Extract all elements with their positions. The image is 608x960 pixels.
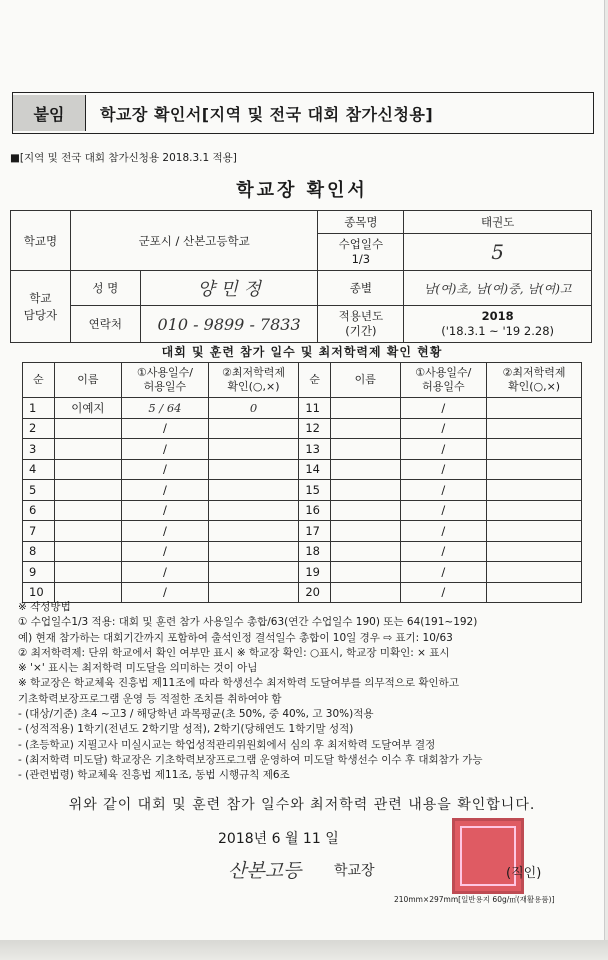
row-check: 0 xyxy=(208,398,299,419)
official-seal xyxy=(452,818,524,894)
seal-label: (직인) xyxy=(506,866,542,881)
row-check xyxy=(208,562,299,583)
row-days: / xyxy=(400,541,486,562)
row-name xyxy=(330,500,400,521)
row-days: / xyxy=(400,459,486,480)
col-name: 이름 xyxy=(54,363,122,398)
note-line: ① 수업일수1/3 적용: 대회 및 훈련 참가 사용일수 총합/63(연간 수업일수 190) 또는 64(191~192) xyxy=(18,616,478,629)
row-days: / xyxy=(400,439,486,460)
row-check xyxy=(208,521,299,542)
note-line: 예) 현재 참가하는 대회기간까지 포함하여 출석인정 결석일수 총합이 10일 경우 ⇨ 표기: 10/63 xyxy=(18,631,453,644)
row-no: 5 xyxy=(23,480,55,501)
row-days: / xyxy=(122,562,208,583)
row-days: / xyxy=(400,562,486,583)
row-check xyxy=(487,500,582,521)
row-name xyxy=(330,480,400,501)
row-no: 12 xyxy=(299,418,331,439)
row-no: 16 xyxy=(299,500,331,521)
row-name: 이예지 xyxy=(54,398,122,419)
row-no: 10 xyxy=(23,582,55,603)
row-no: 18 xyxy=(299,541,331,562)
row-no: 19 xyxy=(299,562,331,583)
document-title: 학교장 확인서 xyxy=(236,180,368,201)
row-days: / xyxy=(400,521,486,542)
row-days: / xyxy=(400,398,486,419)
table-row xyxy=(23,521,582,542)
row-days: / xyxy=(122,541,208,562)
row-days: / xyxy=(122,582,208,603)
year-label: 적용년도 (기간) xyxy=(318,306,404,343)
row-no: 4 xyxy=(23,459,55,480)
category-value: 남(여)초, 남(여)중, 남(여)고 xyxy=(404,271,592,306)
name-label: 성 명 xyxy=(70,271,140,306)
info-table xyxy=(10,210,592,343)
row-no: 13 xyxy=(299,439,331,460)
confirm-statement: 위와 같이 대회 및 훈련 참가 일수와 최저학력 관련 내용을 확인합니다. xyxy=(68,797,536,813)
row-name xyxy=(330,541,400,562)
confirm-date: 2018년 6 월 11 일 xyxy=(218,831,339,847)
header-title: 학교장 확인서[지역 및 전국 대회 참가신청용] xyxy=(100,104,434,124)
page-shadow xyxy=(0,940,608,960)
table-row xyxy=(23,500,582,521)
contact-label: 연락처 xyxy=(70,306,140,343)
table-row xyxy=(23,418,582,439)
section-title: 대회 및 훈련 참가 일수 및 최저학력제 확인 현황 xyxy=(161,345,443,359)
col-no: 순 xyxy=(299,363,331,398)
row-check xyxy=(487,398,582,419)
row-days: / xyxy=(122,439,208,460)
row-check xyxy=(208,500,299,521)
participation-table xyxy=(22,362,582,603)
principal-label: 학교장 xyxy=(334,863,375,879)
school-signature: 산본고등 xyxy=(228,860,302,882)
col-check: ②최저학력제 확인(○,×) xyxy=(208,363,299,398)
note-line: - (최저학력 미도달) 학교장은 기초학력보장프로그램 운영하여 미도달 학생선수 이수 후 대회참가 가능 xyxy=(18,753,483,766)
row-days: / xyxy=(400,418,486,439)
row-check xyxy=(208,480,299,501)
row-name xyxy=(54,500,122,521)
event-label: 종목명 xyxy=(318,211,404,234)
row-days: / xyxy=(122,480,208,501)
school-value: 군포시 / 산본고등학교 xyxy=(70,211,318,271)
row-no: 7 xyxy=(23,521,55,542)
col-days: ①사용일수/ 허용일수 xyxy=(400,363,486,398)
row-days: / xyxy=(122,418,208,439)
table-row xyxy=(23,439,582,460)
row-name xyxy=(54,562,122,583)
row-days: / xyxy=(400,500,486,521)
row-no: 20 xyxy=(299,582,331,603)
attachment-tag: 붙임 xyxy=(13,95,86,131)
row-check xyxy=(487,418,582,439)
table-row xyxy=(23,480,582,501)
category-label: 종별 xyxy=(318,271,404,306)
row-no: 9 xyxy=(23,562,55,583)
year-period: ('18.3.1 ~ '19 2.28) xyxy=(441,324,554,338)
row-days: / xyxy=(400,582,486,603)
row-check xyxy=(487,521,582,542)
row-no: 17 xyxy=(299,521,331,542)
note-line: ※ 학교장은 학교체육 진흥법 제11조에 따라 학생선수 최저학력 도달여부를 의무적으로 확인하고 xyxy=(18,677,459,690)
row-days: / xyxy=(122,521,208,542)
days-label: 수업일수 1/3 xyxy=(318,234,404,271)
col-no: 순 xyxy=(23,363,55,398)
row-check xyxy=(487,562,582,583)
row-check xyxy=(487,439,582,460)
col-days: ①사용일수/ 허용일수 xyxy=(122,363,208,398)
row-no: 14 xyxy=(299,459,331,480)
note-line: - (대상/기준) 초4 ~고3 / 해당학년 과목평균(초 50%, 중 40%, 고 30%)적용 xyxy=(18,708,374,721)
row-name xyxy=(330,521,400,542)
row-no: 6 xyxy=(23,500,55,521)
writing-instructions xyxy=(18,600,598,784)
row-check xyxy=(208,418,299,439)
paper-spec: 210mm×297mm[일반용지 60g/㎡(재활용품)] xyxy=(394,895,555,904)
row-check xyxy=(208,439,299,460)
row-check xyxy=(487,480,582,501)
row-check xyxy=(487,459,582,480)
row-no: 8 xyxy=(23,541,55,562)
year-value: 2018 xyxy=(481,309,514,323)
note-line: - (초등학교) 지필고사 미실시교는 학업성적관리위원회에서 심의 후 최저학력 도달여부 결정 xyxy=(18,738,436,751)
table-row xyxy=(23,562,582,583)
table-row xyxy=(23,541,582,562)
note-line: ② 최저학력제: 단위 학교에서 확인 여부만 표시 ※ 학교장 확인: ○표시, 학교장 미확인: × 표시 xyxy=(18,646,450,659)
row-name xyxy=(54,521,122,542)
school-label: 학교명 xyxy=(11,211,71,271)
row-check xyxy=(208,541,299,562)
col-check: ②최저학력제 확인(○,×) xyxy=(487,363,582,398)
row-days: / xyxy=(400,480,486,501)
row-name xyxy=(330,439,400,460)
row-name xyxy=(330,398,400,419)
row-no: 11 xyxy=(299,398,331,419)
teacher-label: 학교 담당자 xyxy=(11,271,71,343)
note-line: ※ 작성방법 xyxy=(18,601,71,613)
row-no: 3 xyxy=(23,439,55,460)
row-name xyxy=(54,459,122,480)
table-row xyxy=(23,459,582,480)
row-days: / xyxy=(122,500,208,521)
row-days: / xyxy=(122,459,208,480)
row-days: 5 / 64 xyxy=(122,398,208,419)
form-subnote: ■[지역 및 전국 대회 참가신청용 2018.3.1 적용] xyxy=(10,152,237,164)
contact-value: 010 - 9899 - 7833 xyxy=(140,306,318,343)
row-no: 1 xyxy=(23,398,55,419)
row-check xyxy=(487,541,582,562)
row-check xyxy=(208,459,299,480)
event-value: 태권도 xyxy=(404,211,592,234)
row-name xyxy=(330,459,400,480)
days-value: 5 xyxy=(404,234,592,271)
attachment-header xyxy=(12,92,594,134)
note-line: - (성적적용) 1학기(전년도 2학기말 성적), 2학기(당해연도 1학기말 성적) xyxy=(18,723,354,736)
note-line: 기초학력보장프로그램 운영 등 적절한 조치를 취하여야 함 xyxy=(18,692,282,705)
note-line: ※ '×' 표시는 최저학력 미도달을 의미하는 것이 아님 xyxy=(18,662,258,675)
row-no: 15 xyxy=(299,480,331,501)
note-line: - (관련법령) 학교체육 진흥법 제11조, 동법 시행규칙 제6조 xyxy=(18,769,290,782)
row-name xyxy=(330,562,400,583)
row-no: 2 xyxy=(23,418,55,439)
row-name xyxy=(330,418,400,439)
name-value: 양 민 정 xyxy=(140,271,318,306)
row-name xyxy=(54,418,122,439)
row-name xyxy=(54,480,122,501)
year-cell xyxy=(404,306,592,343)
col-name: 이름 xyxy=(330,363,400,398)
row-name xyxy=(54,439,122,460)
table-row xyxy=(23,398,582,419)
row-name xyxy=(54,541,122,562)
